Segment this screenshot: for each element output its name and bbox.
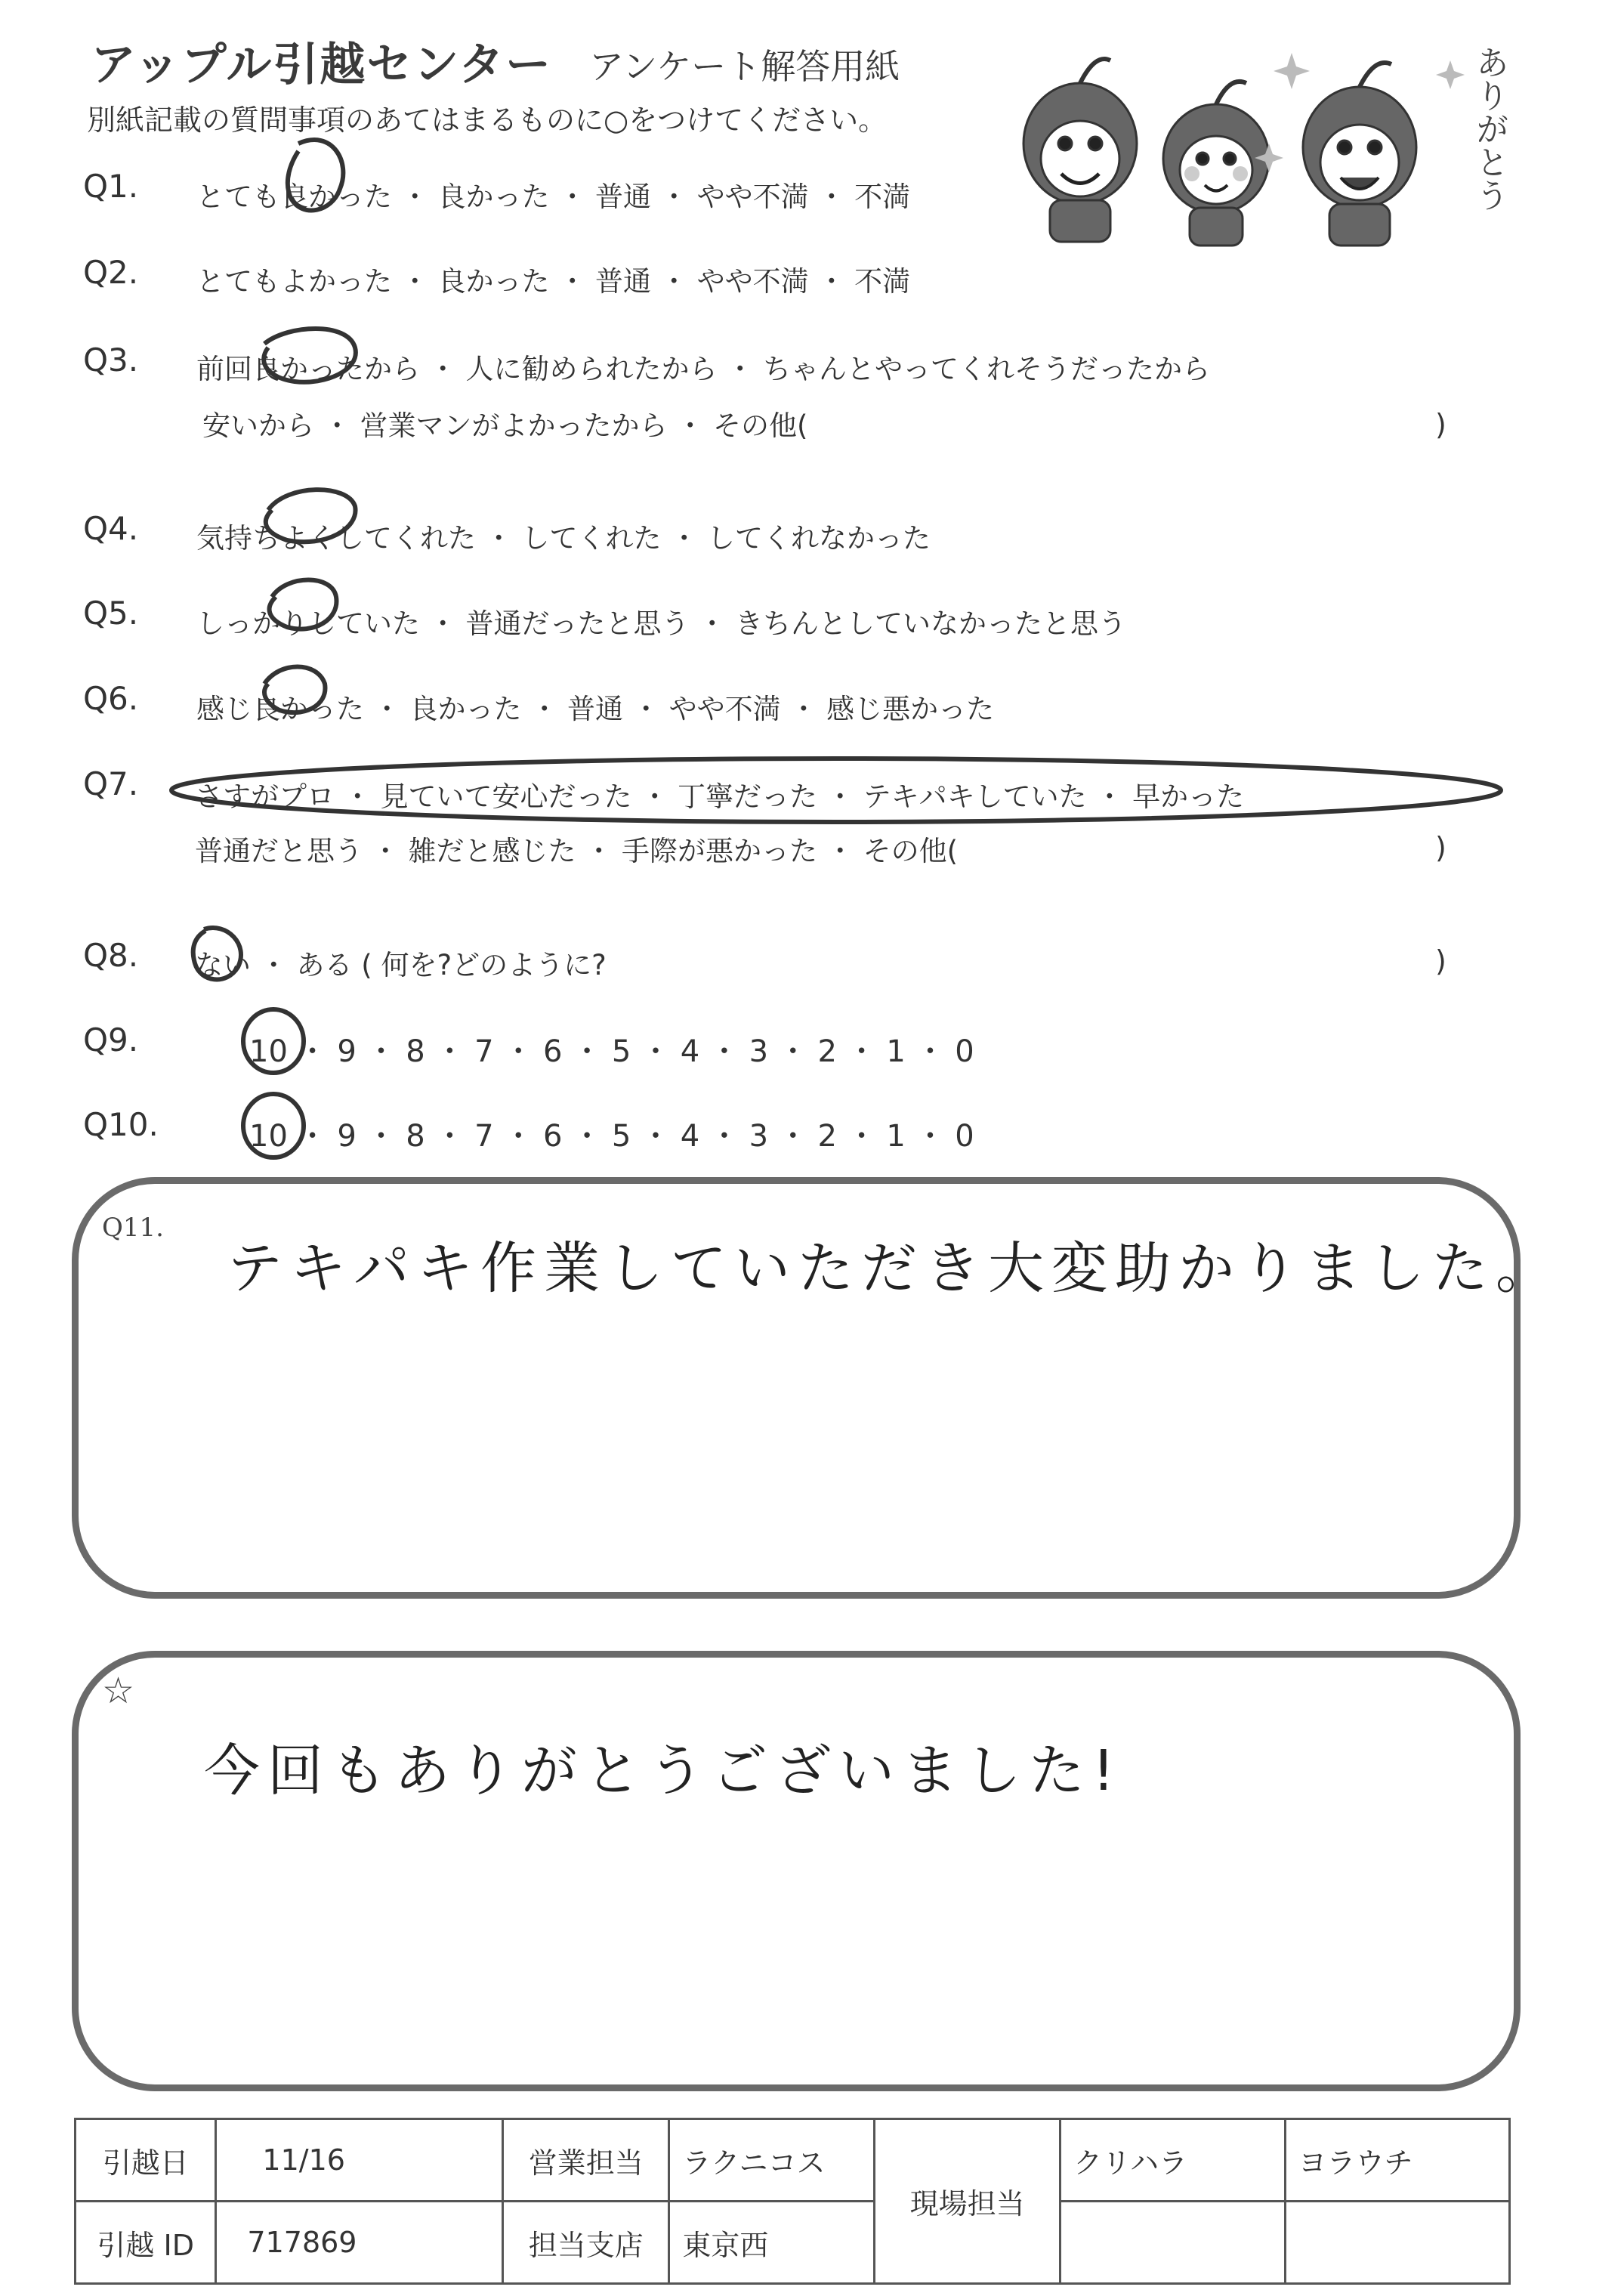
q8-circle-mark — [193, 928, 241, 979]
q3-options-line2: 安いから ・ 営業マンがよかったから ・ その他( — [202, 409, 808, 442]
form-subtitle: アンケート解答用紙 — [589, 46, 900, 87]
q1-label: Q1. — [83, 168, 139, 205]
q7-label: Q7. — [83, 765, 139, 802]
q5-options: しっかりしていた ・ 普通だったと思う ・ きちんとしていなかったと思う — [196, 607, 1127, 640]
q10-label: Q10. — [83, 1106, 159, 1143]
instruction-text: 別紙記載の質問事項のあてはまるものに○をつけてください。 — [87, 104, 888, 137]
field-staff-empty-2 — [1285, 2202, 1509, 2284]
field-staff-label: 現場担当 — [875, 2119, 1061, 2284]
q4-circle-mark — [266, 490, 356, 542]
q4-label: Q4. — [83, 510, 139, 547]
sales-value: ラクニコス — [669, 2119, 875, 2202]
q10-circle-mark — [243, 1094, 304, 1157]
field-staff-2-value: ヨラウチ — [1285, 2119, 1509, 2202]
comment-answer-box — [72, 1651, 1521, 2091]
q2-label: Q2. — [83, 254, 139, 291]
branch-value: 東京西 — [669, 2202, 875, 2284]
move-id-value: 717869 — [216, 2202, 503, 2284]
form-title: アップル引越センター — [91, 39, 552, 91]
q3-circle-mark — [264, 329, 356, 382]
sales-label: 営業担当 — [503, 2119, 669, 2202]
q5-circle-mark — [270, 580, 337, 629]
q1-options: とても良かった ・ 良かった ・ 普通 ・ やや不満 ・ 不満 — [196, 181, 911, 213]
q3-options-line1: 前回良かったから ・ 人に勧められたから ・ ちゃんとやってくれそうだったから — [196, 353, 1211, 385]
q3-close-paren: ) — [1435, 408, 1446, 441]
field-staff-empty-1 — [1061, 2202, 1285, 2284]
star-icon: ☆ — [102, 1670, 135, 1712]
q4-options: 気持ちよくしてくれた ・ してくれた ・ してくれなかった — [196, 522, 931, 555]
q3-label: Q3. — [83, 341, 139, 379]
q5-label: Q5. — [83, 595, 139, 632]
q7-options-line1: さすがプロ ・ 見ていて安心だった ・ 丁寧だった ・ テキパキしていた ・ 早かった — [195, 780, 1245, 813]
q6-circle-mark — [264, 667, 325, 713]
q8-label: Q8. — [83, 937, 139, 974]
q6-options: 感じ良かった ・ 良かった ・ 普通 ・ やや不満 ・ 感じ悪かった — [196, 693, 995, 725]
thanks-badge-text: ありがとう — [1470, 45, 1508, 212]
q11-handwritten-answer: テキパキ作業していただき大変助かりました。 — [227, 1236, 1559, 1301]
q7-close-paren: ) — [1435, 831, 1446, 864]
branch-label: 担当支店 — [503, 2202, 669, 2284]
q8-close-paren: ) — [1435, 944, 1446, 978]
q7-options-line2: 普通だと思う ・ 雑だと感じた ・ 手際が悪かった ・ その他( — [195, 835, 959, 867]
q11-label: Q11. — [102, 1213, 164, 1243]
q8-options: ない ・ ある ( 何を?どのように? — [195, 949, 607, 981]
q9-scale: 10 ・ 9 ・ 8 ・ 7 ・ 6 ・ 5 ・ 4 ・ 3 ・ 2 ・ 1 ・ 0 — [249, 1034, 974, 1069]
q10-scale: 10 ・ 9 ・ 8 ・ 7 ・ 6 ・ 5 ・ 4 ・ 3 ・ 2 ・ 1 ・ 0 — [249, 1119, 974, 1154]
move-date-value: 11/16 — [216, 2119, 503, 2202]
comment-handwritten-answer: 今回もありがとうございました! — [204, 1738, 1122, 1803]
q9-label: Q9. — [83, 1021, 139, 1058]
move-id-label: 引越 ID — [76, 2202, 216, 2284]
q2-options: とてもよかった ・ 良かった ・ 普通 ・ やや不満 ・ 不満 — [196, 265, 911, 298]
move-date-label: 引越日 — [76, 2119, 216, 2202]
q7-oval-mark — [171, 759, 1501, 822]
q9-circle-mark — [243, 1009, 304, 1073]
field-staff-1-value: クリハラ — [1061, 2119, 1285, 2202]
staff-info-table — [74, 2118, 1511, 2285]
q6-label: Q6. — [83, 680, 139, 717]
q1-circle-mark — [288, 140, 344, 210]
